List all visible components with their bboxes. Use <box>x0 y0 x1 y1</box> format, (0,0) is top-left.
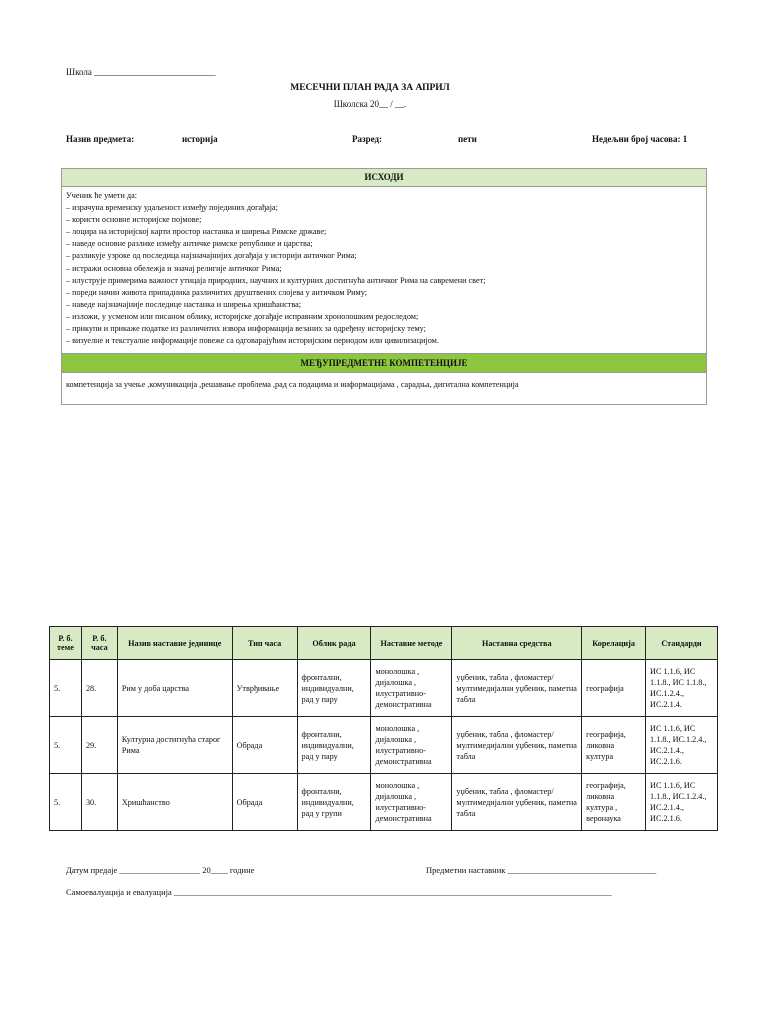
page-title: МЕСЕЧНИ ПЛАН РАДА ЗА АПРИЛ <box>290 83 450 93</box>
competencies-text: компетенција за учење ,комуникација ,решавање проблема ,рад са подацима и информацијама , сарадња, дигитална компетенција <box>66 380 519 390</box>
outcome-item: – наведе основне разлике између античке римске републике и царства; <box>66 239 313 249</box>
outcome-item: – израчуна временску удаљеност између појединих догађаја; <box>66 203 278 213</box>
unit-name: Културна достигнућа старог Рима <box>117 717 232 774</box>
submission-date-field: Датум предаје ___________________ 20____ године <box>66 865 255 875</box>
column-header: Корелација <box>582 627 646 660</box>
lesson-number: 30. <box>81 774 117 831</box>
lesson-type: Обрада <box>232 774 297 831</box>
school-year: Школска 20__ / __. <box>333 99 407 109</box>
column-header: Тип часа <box>232 627 297 660</box>
outcome-item: – лоцира на историјској карти простор настанка и ширења Римске државе; <box>66 227 327 237</box>
column-header: Наставне методе <box>371 627 452 660</box>
competencies-heading: МЕЂУПРЕДМЕТНЕ КОМПЕТЕНЦИЈЕ <box>62 353 706 373</box>
work-form: фронтални, индивидуални, рад у групи <box>297 774 371 831</box>
outcome-item: – користи основне историјске појмове; <box>66 215 202 225</box>
standards: ИС 1.1.6, ИС 1.1.8., ИС.1.2.4., ИС.2.1.4., ИС.2.1.6. <box>646 774 718 831</box>
subject-value: историја <box>182 134 218 144</box>
weekly-hours <box>592 134 687 144</box>
topic-number: 5. <box>50 774 82 831</box>
table-row <box>50 660 718 717</box>
lesson-number: 28. <box>81 660 117 717</box>
column-header: Р. б. часа <box>81 627 117 660</box>
standards: ИС 1.1.6, ИС 1.1.8., ИС 1.1.8., ИС.1.2.4., ИС.2.1.4. <box>646 660 718 717</box>
topic-number: 5. <box>50 660 82 717</box>
correlation: географија, ликовна култура , веронаука <box>582 774 646 831</box>
table-row <box>50 717 718 774</box>
grade-label: Разред: <box>352 134 383 144</box>
outcomes-box <box>61 168 707 405</box>
table-row <box>50 774 718 831</box>
standards: ИС 1.1.6, ИС 1.1.8., ИС.1.2.4., ИС.2.1.4., ИС.2.1.6. <box>646 717 718 774</box>
column-header: Стандарди <box>646 627 718 660</box>
outcome-item: – наведе најзначајније последице настанка и ширења хришћанства; <box>66 299 302 309</box>
teaching-methods: монолошка , дијалошка , илустративно-демонстративна <box>371 660 452 717</box>
weekly-hours-value: 1 <box>682 134 688 144</box>
weekly-hours-label: Недељни број часова: <box>592 134 681 144</box>
lesson-plan-table <box>49 626 718 831</box>
correlation: географија, ликовна култура <box>582 717 646 774</box>
column-header: Р. б. теме <box>50 627 82 660</box>
table-header-row <box>50 627 718 660</box>
teaching-methods: монолошка , дијалошка , илустративно-демонстративна <box>371 717 452 774</box>
unit-name: Рим у доба царства <box>117 660 232 717</box>
outcomes-list <box>62 187 706 353</box>
teaching-resources: уџбеник, табла , фломастер/мултимедијални уџбеник, паметна табла <box>452 660 582 717</box>
teaching-methods: монолошка , дијалошка , илустративно-демонстративна <box>371 774 452 831</box>
outcome-item: – илуструје примерима важност утицаја природних, научних и културних достигнућа античког Рима на савремени свет; <box>66 275 486 285</box>
outcome-item: – визуелне и текстуалне информације повеже са одговарајућим историјским периодом или цивилизацијом. <box>66 336 439 346</box>
outcome-item: – пореди начин живота припадника различитих друштвених слојева у античком Риму; <box>66 287 367 297</box>
teaching-resources: уџбеник, табла , фломастер/мултимедијални уџбеник, паметна табла <box>452 774 582 831</box>
grade-value: пети <box>458 134 477 144</box>
work-form: фронтални, индивидуални, рад у пару <box>297 660 371 717</box>
subject-label: Назив предмета: <box>66 134 135 144</box>
lesson-type: Обрада <box>232 717 297 774</box>
teaching-resources: уџбеник, табла , фломастер/мултимедијални уџбеник, паметна табла <box>452 717 582 774</box>
outcome-item: – прикупи и прикаже податке из различитих извора информација везаних за одређену историјску тему; <box>66 324 426 334</box>
school-field: Школа ___________________________ <box>66 67 216 77</box>
outcome-item: – истражи основна обележја и значај религије античког Рима; <box>66 263 282 273</box>
work-form: фронтални, индивидуални, рад у пару <box>297 717 371 774</box>
outcomes-intro: Ученик ће умети да: <box>66 191 137 200</box>
topic-number: 5. <box>50 717 82 774</box>
outcome-item: – разликује узроке од последица најзначајнијих догађаја у историји античког Рима; <box>66 251 357 261</box>
outcome-item: – изложи, у усменом или писаном облику, историјске догађаје исправним хронолошким редоследом; <box>66 311 419 321</box>
outcomes-heading: ИСХОДИ <box>62 169 706 187</box>
column-header: Наставна средства <box>452 627 582 660</box>
column-header: Назив наставне јединице <box>117 627 232 660</box>
column-header: Облик рада <box>297 627 371 660</box>
lesson-number: 29. <box>81 717 117 774</box>
teacher-field: Предметни наставник ___________________________________ <box>426 865 657 875</box>
unit-name: Хришћанство <box>117 774 232 831</box>
lesson-type: Утврђивање <box>232 660 297 717</box>
correlation: географија <box>582 660 646 717</box>
self-evaluation-field: Самоевалуација и евалуација _______________________________________________________________________________________________________ <box>66 887 612 897</box>
